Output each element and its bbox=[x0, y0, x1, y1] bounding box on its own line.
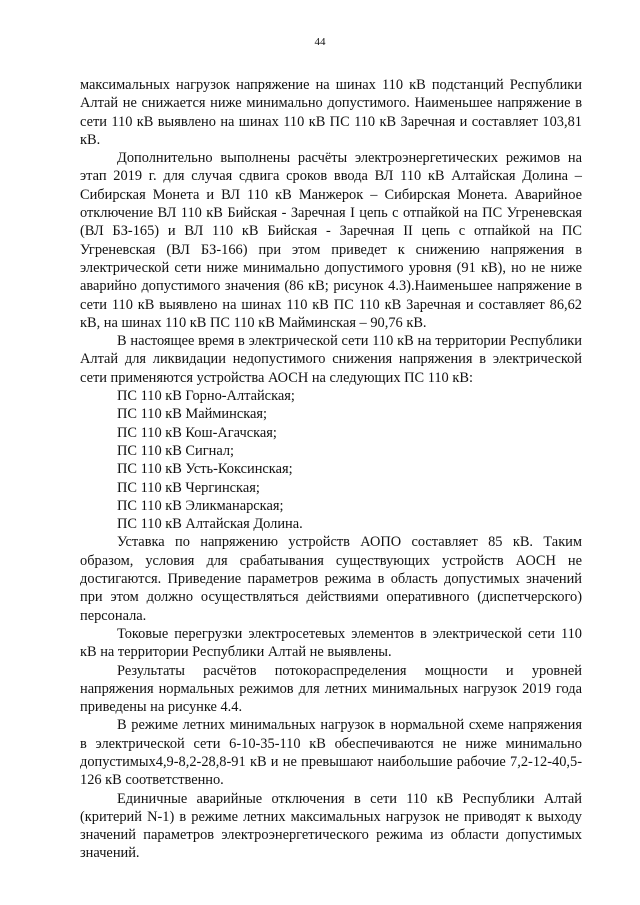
paragraph-summer-min-mode: В режиме летних минимальных нагрузок в нормальной схеме напряжения в электрической сети 6-10-35-110 кВ обеспечиваются не ниже минимально допустимых4,9-8,2-28,8-91 кВ и не превышают наибольшие рабочие 7,2-12-40,5-126 кВ соответственно. bbox=[80, 717, 582, 789]
paragraph-flow-results: Результаты расчётов потокораспределения мощности и уровней напряжения нормальных режимов для летних минимальных нагрузок 2019 года приведены на рисунке 4.4. bbox=[80, 662, 582, 716]
list-item: ПС 110 кВ Кош-Агачская; bbox=[117, 424, 277, 441]
list-item: ПС 110 кВ Алтайская Долина. bbox=[117, 516, 303, 533]
page-number: 44 bbox=[314, 36, 326, 48]
paragraph-aopo-setting: Уставка по напряжению устройств АОПО составляет 85 кВ. Таким образом, условия для срабатывания существующих устройств АОСН не достигаются. Приведение параметров режима в область допустимых значений при этом должно осуществляться действиями оперативного (диспетчерского) персонала. bbox=[80, 534, 582, 624]
list-item: ПС 110 кВ Усть-Коксинская; bbox=[117, 461, 293, 478]
list-item: ПС 110 кВ Чергинская; bbox=[117, 479, 260, 496]
body-text bbox=[80, 76, 582, 863]
list-item: ПС 110 кВ Майминская; bbox=[117, 406, 267, 423]
paragraph-n1-criterion: Единичные аварийные отключения в сети 110 кВ Республики Алтай (критерий N-1) в режиме летних максимальных нагрузок не приводят к выходу значений параметров электроэнергетического режима из области допустимых значений. bbox=[80, 790, 582, 862]
list-item: ПС 110 кВ Эликманарская; bbox=[117, 497, 284, 514]
list-item: ПС 110 кВ Сигнал; bbox=[117, 442, 235, 459]
paragraph-additional-calculations: Дополнительно выполнены расчёты электроэнергетических режимов на этап 2019 г. для случая сдвига сроков ввода ВЛ 110 кВ Алтайская Долина – Сибирская Монета и ВЛ 110 кВ Манжерок – Сибирская Монета. Аварийное отключение ВЛ 110 кВ Бийская - Заречная I цепь с отпайкой на ПС Угреневская (ВЛ БЗ-165) и ВЛ 110 кВ Бийская - Заречная II цепь с отпайкой на ПС Угреневская (ВЛ БЗ-166) при этом приведет к снижению напряжения в электрической сети ниже минимально допустимого уровня (91 кВ), но не ниже аварийно допустимого значения (86 кВ; рисунок 4.3).Наименьшее напряжение в сети 110 кВ выявлено на шинах 110 кВ ПС 110 кВ Заречная и составляет 86,62 кВ, на шинах 110 кВ ПС 110 кВ Майминская – 90,76 кВ. bbox=[80, 150, 582, 331]
paragraph-current-overloads: Токовые перегрузки электросетевых элементов в электрической сети 110 кВ на территории Республики Алтай не выявлены. bbox=[80, 625, 582, 661]
list-item: ПС 110 кВ Горно-Алтайская; bbox=[117, 388, 295, 405]
paragraph-aosn-intro: В настоящее время в электрической сети 110 кВ на территории Республики Алтай для ликвидации недопустимого снижения напряжения в электрической сети применяются устройства АОСН на следующих ПС 110 кВ: bbox=[80, 333, 582, 386]
paragraph-continuation: максимальных нагрузок напряжение на шинах 110 кВ подстанций Республики Алтай не снижается ниже минимально допустимого. Наименьшее напряжение в сети 110 кВ выявлено на шинах 110 кВ ПС 110 кВ Заречная и составляет 103,81 кВ. bbox=[80, 77, 582, 148]
substation-list bbox=[80, 387, 582, 533]
